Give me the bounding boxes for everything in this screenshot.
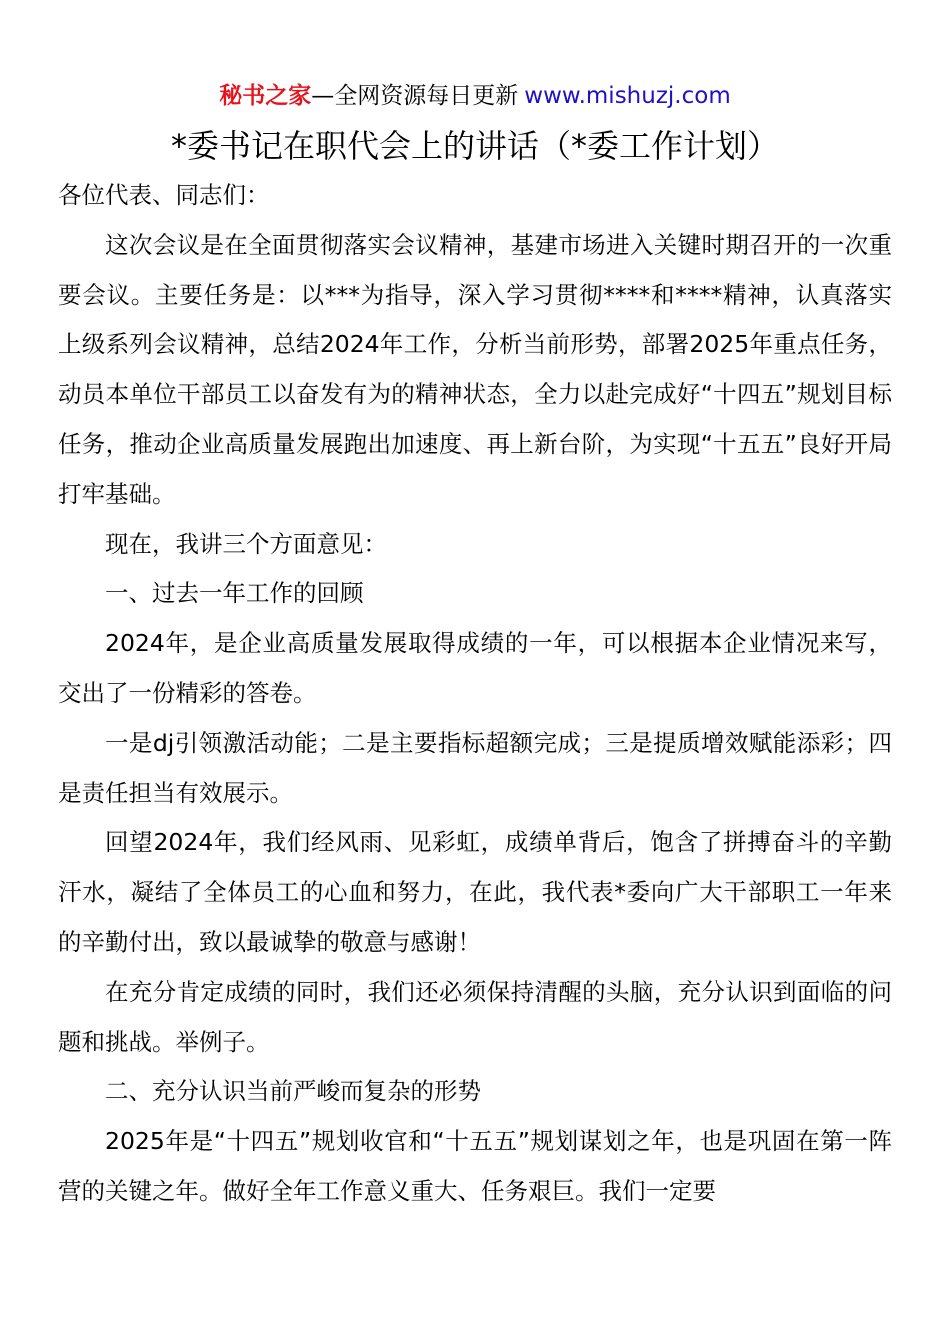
brand-name: 秘书之家 bbox=[219, 83, 312, 109]
paragraph: 2024年，是企业高质量发展取得成绩的一年，可以根据本企业情况来写，交出了一份精彩的答卷。 bbox=[58, 629, 892, 707]
site-header bbox=[0, 80, 950, 112]
salutation: 各位代表、同志们： bbox=[58, 181, 270, 209]
document-title: *委书记在职代会上的讲话（*委工作计划） bbox=[170, 127, 779, 165]
document-body bbox=[58, 171, 892, 1217]
paragraph: 回望2024年，我们经风雨、见彩虹，成绩单背后，饱含了拼搏奋斗的辛勤汗水，凝结了全体员工的心血和努力，在此，我代表*委向广大干部职工一年来的辛勤付出，致以最诚挚的敬意与感谢！ bbox=[58, 828, 892, 956]
paragraph: 现在，我讲三个方面意见： bbox=[105, 529, 387, 558]
paragraph: 2025年是“十四五”规划收官和“十五五”规划谋划之年，也是巩固在第一阵营的关键之年。做好全年工作意义重大、任务艰巨。我们一定要 bbox=[58, 1127, 892, 1205]
site-link[interactable]: www.mishuzj.com bbox=[524, 83, 731, 109]
header-tagline: —全网资源每日更新 bbox=[311, 83, 519, 109]
section-heading: 二、充分认识当前严峻而复杂的形势 bbox=[105, 1077, 481, 1106]
section-heading: 一、过去一年工作的回顾 bbox=[105, 579, 364, 608]
paragraph: 这次会议是在全面贯彻落实会议精神，基建市场进入关键时期召开的一次重要会议。主要任务是：以***为指导，深入学习贯彻****和****精神，认真落实上级系列会议精神，总结2024年工作，分析当前形势，部署2025年重点任务，动员本单位干部员工以奋发有为的精神状态，全力以赴完成好“十四五”规划目标任务，推动企业高质量发展跑出加速度、再上新台阶，为实现“十五五”良好开局打牢基础。 bbox=[58, 230, 892, 508]
paragraph: 在充分肯定成绩的同时，我们还必须保持清醒的头脑，充分认识到面临的问题和挑战。举例子。 bbox=[58, 977, 892, 1056]
paragraph: 一是dj引领激活动能；二是主要指标超额完成；三是提质增效赋能添彩；四是责任担当有效展示。 bbox=[58, 728, 892, 807]
